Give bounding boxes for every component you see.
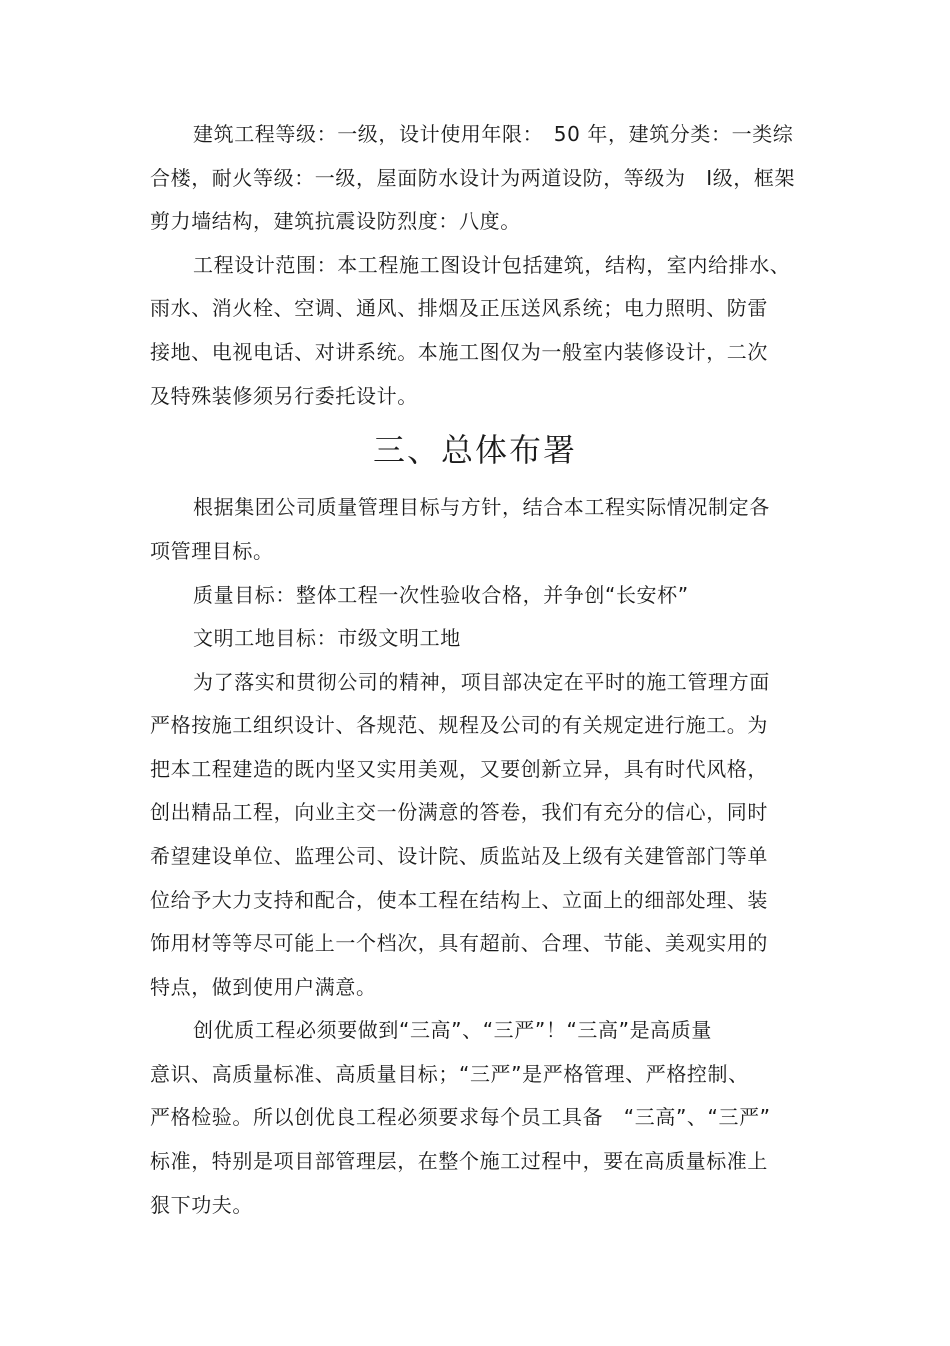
section-paragraph-2-line-4: 创出精品工程，向业主交一份满意的答卷，我们有充分的信心，同时	[150, 800, 768, 824]
section-paragraph-2-line-5: 希望建设单位、监理公司、设计院、质监站及上级有关建管部门等单	[150, 844, 768, 868]
intro-paragraph-1-line-3: 剪力墙结构，建筑抗震设防烈度：八度。	[150, 209, 521, 233]
section-paragraph-3-line-3: 严格检验。所以创优良工程必须要求每个员工具备 “三高”、“三严”	[150, 1105, 771, 1129]
section-paragraph-1-line-2: 项管理目标。	[150, 539, 274, 563]
section-paragraph-3-line-2: 意识、高质量标准、高质量目标；“三严”是严格管理、严格控制、	[150, 1062, 749, 1086]
intro-paragraph-2-line-3: 接地、电视电话、对讲系统。本施工图仅为一般室内装修设计，二次	[150, 340, 768, 364]
section-paragraph-3-line-5: 狠下功夫。	[150, 1193, 253, 1217]
section-paragraph-2-line-1: 为了落实和贯彻公司的精神，项目部决定在平时的施工管理方面	[193, 670, 770, 694]
intro-paragraph-2-line-1: 工程设计范围：本工程施工图设计包括建筑，结构，室内给排水、	[193, 253, 791, 277]
section-heading: 三、总体布署	[372, 431, 577, 469]
intro-paragraph-1-line-2: 合楼，耐火等级：一级，屋面防水设计为两道设防，等级为 Ⅰ级，框架	[150, 166, 796, 190]
section-paragraph-2-line-3: 把本工程建造的既内坚又实用美观，又要创新立异，具有时代风格，	[150, 757, 768, 781]
section-paragraph-2-line-8: 特点，做到使用户满意。	[150, 975, 377, 999]
civil-site-goal: 文明工地目标：市级文明工地	[193, 626, 461, 650]
section-paragraph-2-line-2: 严格按施工组织设计、各规范、规程及公司的有关规定进行施工。为	[150, 713, 768, 737]
intro-paragraph-1-line-1: 建筑工程等级：一级，设计使用年限： 50 年，建筑分类：一类综	[193, 122, 794, 146]
intro-paragraph-2-line-2: 雨水、消火栓、空调、通风、排烟及正压送风系统；电力照明、防雷	[150, 296, 768, 320]
section-paragraph-2-line-7: 饰用材等等尽可能上一个档次，具有超前、合理、节能、美观实用的	[150, 931, 768, 955]
section-paragraph-3-line-4: 标准，特别是项目部管理层，在整个施工过程中，要在高质量标准上	[150, 1149, 768, 1173]
section-paragraph-2-line-6: 位给予大力支持和配合，使本工程在结构上、立面上的细部处理、装	[150, 888, 768, 912]
section-paragraph-3-line-1: 创优质工程必须要做到“三高”、“三严”！“三高”是高质量	[193, 1018, 712, 1042]
quality-goal: 质量目标：整体工程一次性验收合格，并争创“长安杯”	[193, 583, 689, 607]
section-paragraph-1-line-1: 根据集团公司质量管理目标与方针，结合本工程实际情况制定各	[193, 495, 770, 519]
intro-paragraph-2-line-4: 及特殊装修须另行委托设计。	[150, 384, 418, 408]
